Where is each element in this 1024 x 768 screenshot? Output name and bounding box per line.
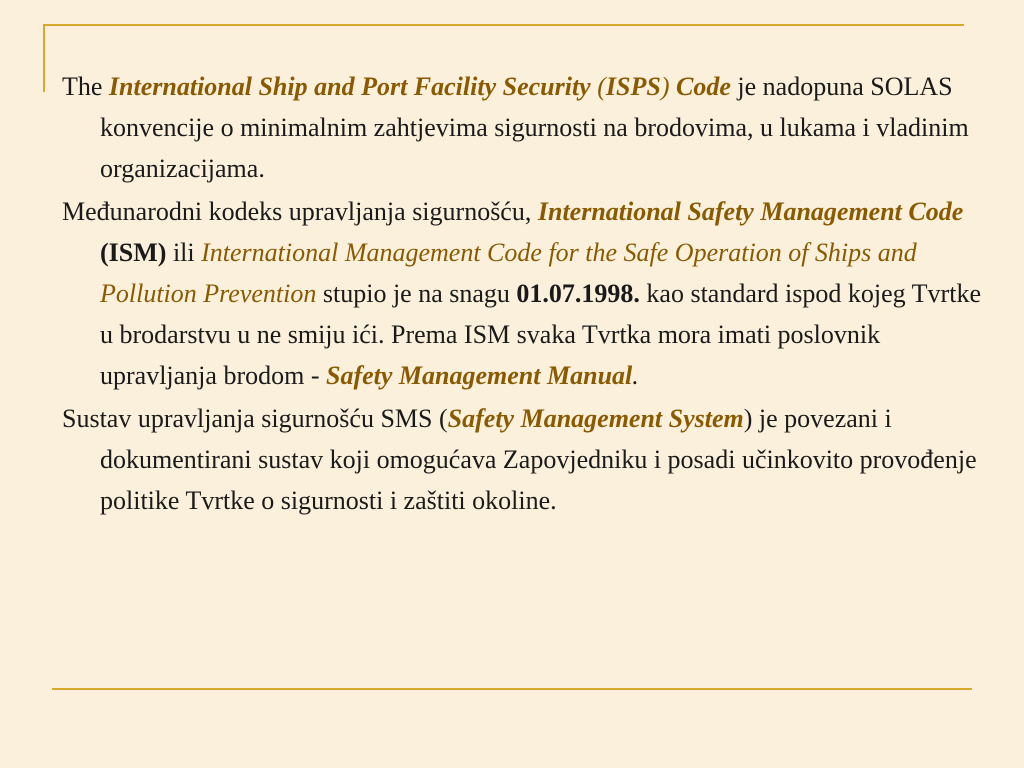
run: (	[590, 72, 606, 101]
run: .	[632, 361, 639, 390]
run-ism-abbr: (ISM)	[100, 238, 167, 267]
run-sms-title: Safety Management System	[447, 404, 744, 433]
run-ism-title: International Safety Management Code	[537, 197, 964, 226]
run: ili	[166, 238, 202, 267]
run-date: 01.07.1998.	[516, 279, 640, 308]
run: The	[62, 72, 109, 101]
run-sm-manual: Safety Management Manual	[326, 361, 633, 390]
run: kao standard ispod kojeg Tvrtke u brodarstvu u ne smiju ići. Prema ISM svaka Tvrtka mora imati poslovnik upravljanja brodom -	[100, 279, 981, 390]
run-ism-full-name: International Management Code for the Safe Operation of Ships and Pollution Prevention	[100, 238, 917, 308]
slide-body	[62, 66, 982, 523]
run: ) je povezani i dokumentirani sustav koji omogućava Zapovjedniku i posadi učinkovito provođenje politike Tvrtke o sigurnosti i zaštiti okoline.	[100, 404, 977, 515]
top-rule	[43, 24, 964, 26]
paragraph-ism	[62, 191, 982, 396]
run: je nadopuna SOLAS konvencije o minimalnim zahtjevima sigurnosti na brodovima, u lukama i vladinim organizacijama.	[100, 72, 969, 183]
paragraph-isps	[62, 66, 982, 189]
left-rule	[43, 24, 45, 92]
paragraph-sms	[62, 398, 982, 521]
run-code: Code	[676, 72, 731, 101]
run: stupio je na snagu	[316, 279, 517, 308]
run-isps-abbr: ISPS	[605, 72, 661, 101]
run: Sustav upravljanja sigurnošću SMS (	[62, 404, 448, 433]
run: )	[660, 72, 676, 101]
bottom-rule	[52, 688, 972, 690]
run: Međunarodni kodeks upravljanja sigurnošću,	[62, 197, 538, 226]
run-isps-title: International Ship and Port Facility Security	[108, 72, 591, 101]
